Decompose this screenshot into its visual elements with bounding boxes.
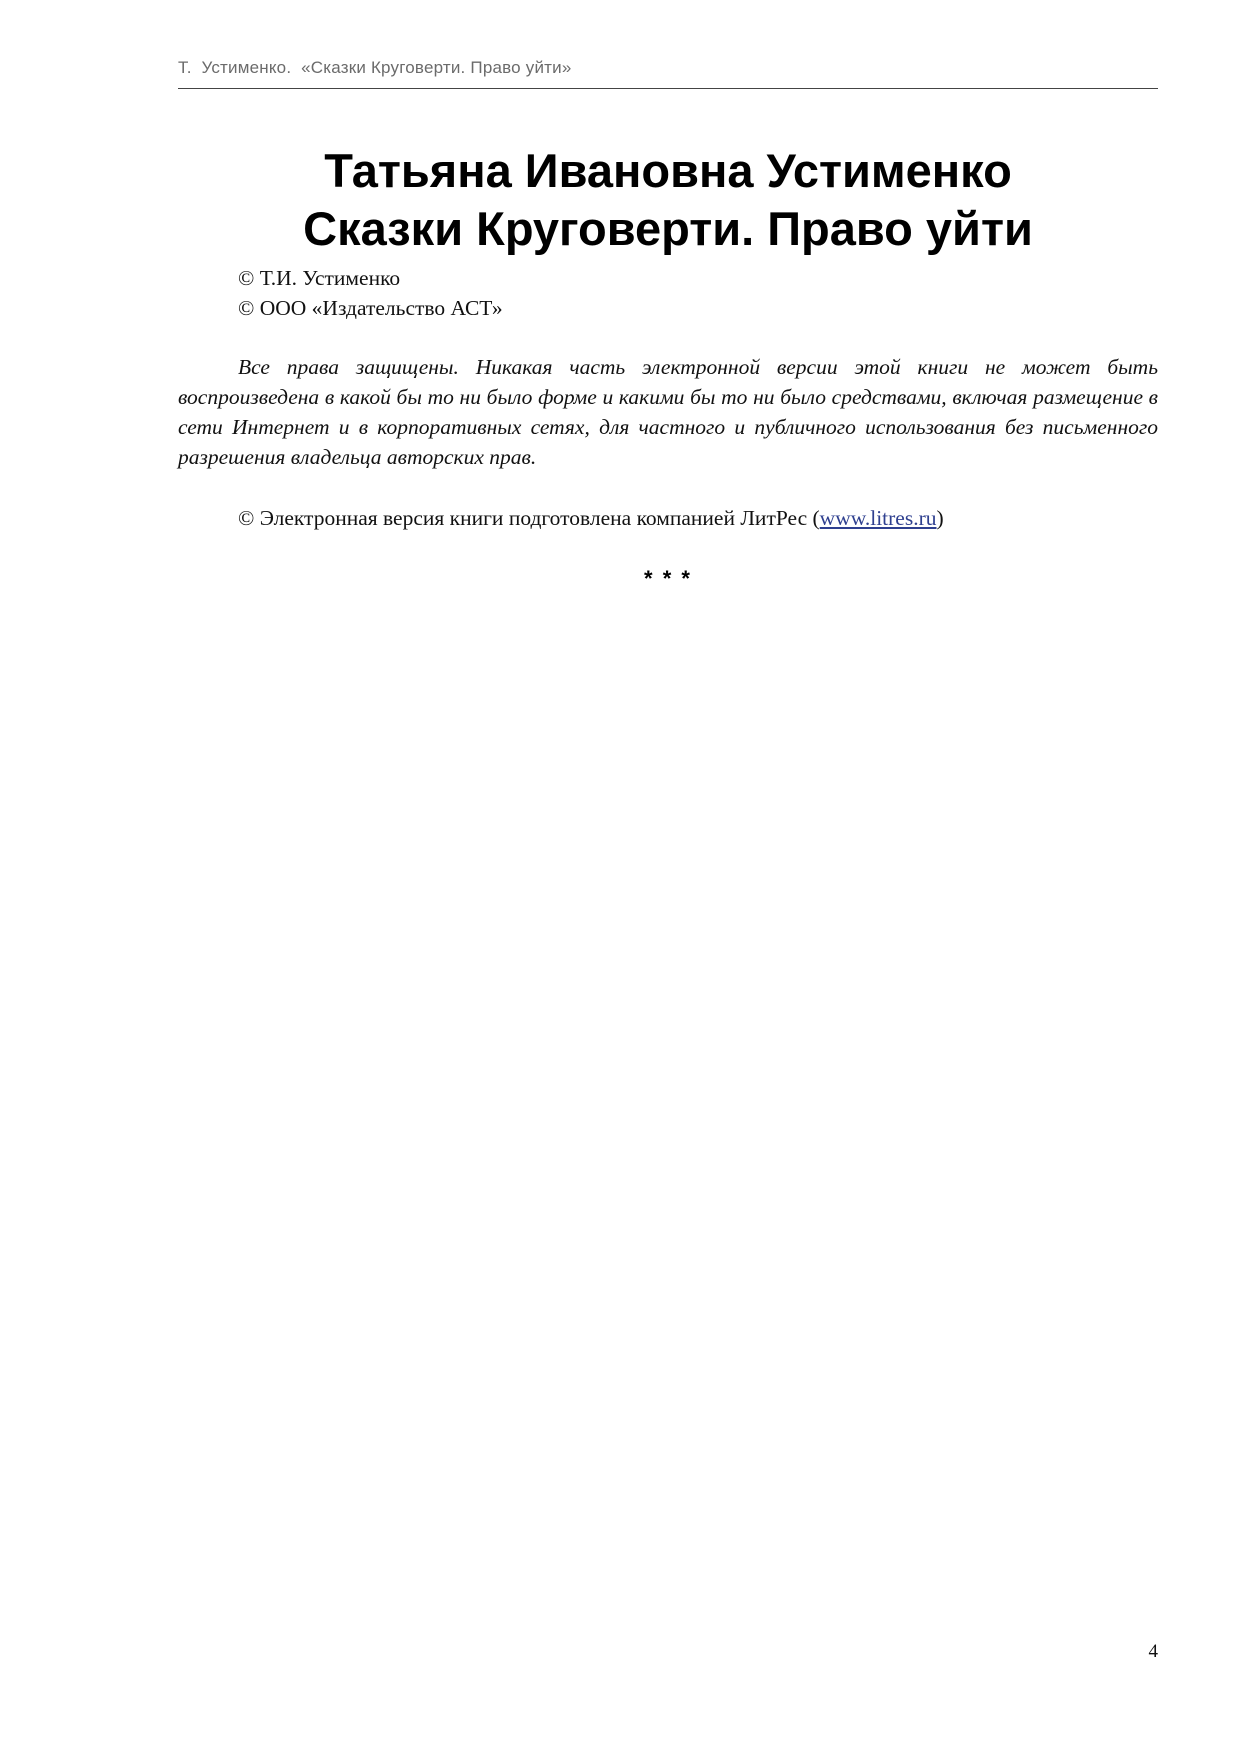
litres-link[interactable]: www.litres.ru	[819, 506, 937, 530]
copyright-author: © Т.И. Устименко	[238, 266, 401, 290]
section-separator: * * *	[644, 566, 692, 591]
page-number: 4	[1148, 1641, 1158, 1662]
book-title: Сказки Круговерти. Право уйти	[303, 202, 1033, 255]
book-title-block	[178, 142, 1158, 258]
running-header: Т. Устименко. «Сказки Круговерти. Право уйти»	[178, 58, 572, 77]
header-rule	[178, 88, 1158, 89]
copyright-list	[238, 263, 503, 323]
ebook-note-suffix: )	[936, 506, 944, 530]
copyright-publisher: © ООО «Издательство АСТ»	[238, 296, 503, 320]
ebook-note	[238, 503, 1158, 533]
rights-notice: Все права защищены. Никакая часть электронной версии этой книги не может быть воспроизведена в какой бы то ни было форме и какими бы то ни было средствами, включая размещение в сети Интернет и в корпоративных сетях, для частного и публичного использования без письменного разрешения владельца авторских прав.	[178, 355, 1158, 469]
author-name: Татьяна Ивановна Устименко	[324, 144, 1012, 197]
ebook-note-prefix: © Электронная версия книги подготовлена компанией ЛитРес (	[238, 506, 820, 530]
